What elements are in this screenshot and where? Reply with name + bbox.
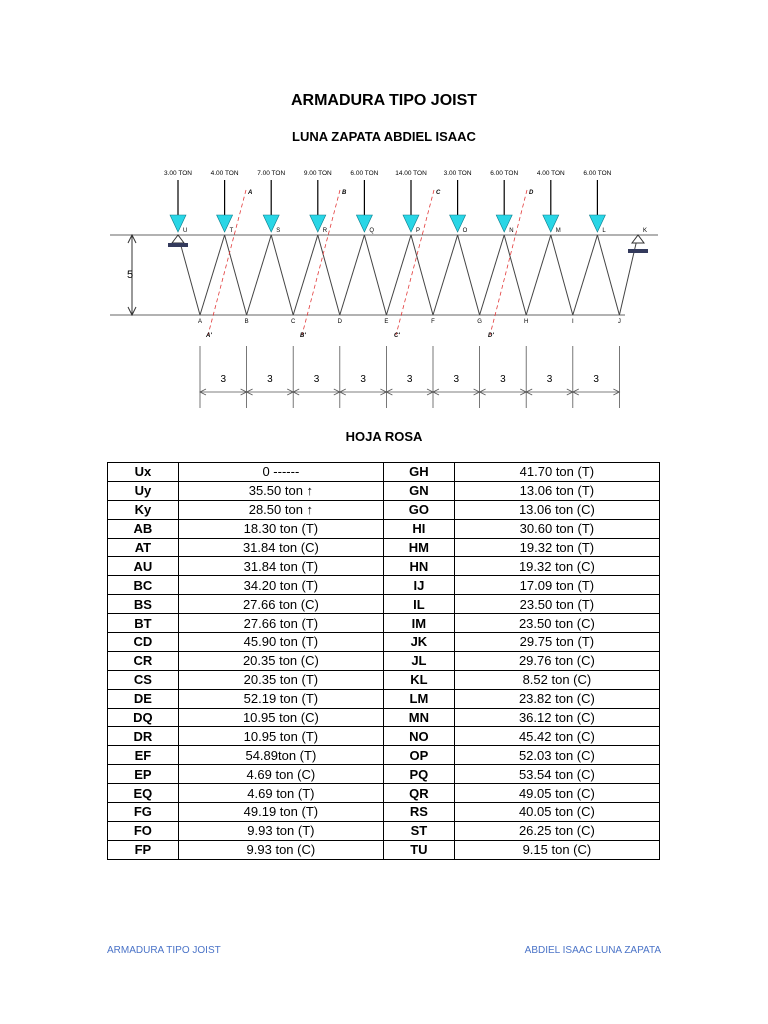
footer-right: ABDIEL ISAAC LUNA ZAPATA xyxy=(524,945,661,956)
support-base xyxy=(628,249,648,253)
member-name: AU xyxy=(108,557,179,576)
node-label: Q xyxy=(369,228,375,234)
node-label: H xyxy=(524,319,529,325)
member-name: HI xyxy=(384,519,455,538)
member-force: 34.20 ton (T) xyxy=(178,576,383,595)
table-row xyxy=(108,765,660,784)
table-row xyxy=(108,670,660,689)
web-member xyxy=(433,235,458,315)
table-row xyxy=(108,803,660,822)
member-force: 52.19 ton (T) xyxy=(178,689,383,708)
member-name: NO xyxy=(384,727,455,746)
member-force: 45.90 ton (T) xyxy=(178,633,383,652)
member-force: 52.03 ton (C) xyxy=(454,746,659,765)
web-member xyxy=(551,235,573,315)
section-cut-label: A' xyxy=(206,333,212,339)
table-row xyxy=(108,651,660,670)
section-cut-label: D' xyxy=(488,333,494,339)
member-force: 18.30 ton (T) xyxy=(178,519,383,538)
web-member xyxy=(364,235,386,315)
member-force: 40.05 ton (C) xyxy=(454,803,659,822)
node-label: L xyxy=(602,228,606,234)
load-label: 3.00 TON xyxy=(443,170,472,177)
table-row xyxy=(108,821,660,840)
table-row xyxy=(108,633,660,652)
page-subtitle: LUNA ZAPATA ABDIEL ISAAC xyxy=(292,129,476,144)
member-force: 13.06 ton (T) xyxy=(454,481,659,500)
member-force: 9.93 ton (T) xyxy=(178,821,383,840)
pin-support-icon xyxy=(172,235,184,243)
member-name: AB xyxy=(108,519,179,538)
member-force: 29.76 ton (C) xyxy=(454,651,659,670)
table-row xyxy=(108,595,660,614)
member-force: 29.75 ton (T) xyxy=(454,633,659,652)
member-force: 20.35 ton (C) xyxy=(178,651,383,670)
table-row xyxy=(108,614,660,633)
span-label: 3 xyxy=(593,374,599,385)
member-force: 36.12 ton (C) xyxy=(454,708,659,727)
table-row xyxy=(108,463,660,482)
member-name: Ky xyxy=(108,500,179,519)
member-name: JL xyxy=(384,651,455,670)
span-label: 3 xyxy=(453,374,460,385)
footer-left: ARMADURA TIPO JOIST xyxy=(107,945,221,956)
member-name: BC xyxy=(108,576,179,595)
table-row xyxy=(108,746,660,765)
member-name: HN xyxy=(384,557,455,576)
member-name: IM xyxy=(384,614,455,633)
section-cut-label: C' xyxy=(394,333,400,339)
member-force: 19.32 ton (C) xyxy=(454,557,659,576)
table-row xyxy=(108,784,660,803)
table-row xyxy=(108,519,660,538)
member-force: 13.06 ton (C) xyxy=(454,500,659,519)
member-force: 23.50 ton (C) xyxy=(454,614,659,633)
node-label: M xyxy=(555,228,561,234)
node-label: T xyxy=(229,228,234,234)
member-force: 17.09 ton (T) xyxy=(454,576,659,595)
member-force: 53.54 ton (C) xyxy=(454,765,659,784)
member-force: 9.93 ton (C) xyxy=(178,840,383,859)
section-cut-label: D xyxy=(529,190,534,196)
member-name: HM xyxy=(384,538,455,557)
section-cut-line xyxy=(396,190,434,335)
node-label: O xyxy=(462,228,468,234)
member-name: DQ xyxy=(108,708,179,727)
span-label: 3 xyxy=(313,374,320,385)
member-force: 4.69 ton (T) xyxy=(178,784,383,803)
load-label: 6.00 TON xyxy=(490,170,519,177)
node-label: A xyxy=(197,319,203,325)
web-member xyxy=(504,235,526,315)
member-name: GN xyxy=(384,481,455,500)
member-name: IL xyxy=(384,595,455,614)
member-force: 31.84 ton (T) xyxy=(178,557,383,576)
member-name: GO xyxy=(384,500,455,519)
table-row xyxy=(108,708,660,727)
member-force: 8.52 ton (C) xyxy=(454,670,659,689)
load-label: 6.00 TON xyxy=(350,170,379,177)
node-label: D xyxy=(337,319,342,325)
member-name: KL xyxy=(384,670,455,689)
member-name: QR xyxy=(384,784,455,803)
member-name: BT xyxy=(108,614,179,633)
web-member xyxy=(573,235,598,315)
member-name: EP xyxy=(108,765,179,784)
member-force: 27.66 ton (T) xyxy=(178,614,383,633)
member-force: 28.50 ton ↑ xyxy=(178,500,383,519)
span-label: 3 xyxy=(546,374,553,385)
member-force: 10.95 ton (T) xyxy=(178,727,383,746)
member-name: BS xyxy=(108,595,179,614)
load-label: 3.00 TON xyxy=(164,170,192,177)
node-label: U xyxy=(183,228,188,234)
member-force: 23.50 ton (T) xyxy=(454,595,659,614)
member-name: ST xyxy=(384,821,455,840)
member-force: 45.42 ton (C) xyxy=(454,727,659,746)
node-label: C xyxy=(291,319,296,325)
member-name: Ux xyxy=(108,463,179,482)
span-label: 3 xyxy=(406,374,413,385)
load-label: 4.00 TON xyxy=(210,170,239,177)
web-member xyxy=(619,235,638,315)
node-label: B xyxy=(244,319,249,325)
node-label: S xyxy=(276,228,281,234)
table-row xyxy=(108,576,660,595)
member-name: Uy xyxy=(108,481,179,500)
member-name: EQ xyxy=(108,784,179,803)
member-force: 27.66 ton (C) xyxy=(178,595,383,614)
roller-support-icon xyxy=(632,235,644,243)
member-force: 35.50 ton ↑ xyxy=(178,481,383,500)
web-member xyxy=(480,235,505,315)
member-force: 41.70 ton (T) xyxy=(454,463,659,482)
member-force: 9.15 ton (C) xyxy=(454,840,659,859)
span-label: 3 xyxy=(220,374,227,385)
member-force: 49.19 ton (T) xyxy=(178,803,383,822)
load-label: 4.00 TON xyxy=(536,170,565,177)
page-title: ARMADURA TIPO JOIST xyxy=(290,92,478,109)
node-label: F xyxy=(431,319,435,325)
member-name: CD xyxy=(108,633,179,652)
member-name: FO xyxy=(108,821,179,840)
member-name: OP xyxy=(384,746,455,765)
member-force: 31.84 ton (C) xyxy=(178,538,383,557)
member-name: LM xyxy=(384,689,455,708)
member-name: FG xyxy=(108,803,179,822)
member-name: CR xyxy=(108,651,179,670)
member-name: TU xyxy=(384,840,455,859)
member-force: 54.89ton (T) xyxy=(178,746,383,765)
member-name: CS xyxy=(108,670,179,689)
member-name: PQ xyxy=(384,765,455,784)
web-member xyxy=(597,235,619,315)
web-member xyxy=(200,235,225,315)
member-name: FP xyxy=(108,840,179,859)
member-forces-table xyxy=(107,462,660,860)
member-name: DE xyxy=(108,689,179,708)
member-name: EF xyxy=(108,746,179,765)
table-row xyxy=(108,500,660,519)
web-member xyxy=(318,235,340,315)
web-member xyxy=(271,235,293,315)
member-force: 19.32 ton (T) xyxy=(454,538,659,557)
table-row xyxy=(108,840,660,859)
section-title: HOJA ROSA xyxy=(345,429,423,444)
member-force: 23.82 ton (C) xyxy=(454,689,659,708)
table-row xyxy=(108,557,660,576)
web-member xyxy=(458,235,480,315)
span-label: 3 xyxy=(267,374,273,385)
section-cut-label: B xyxy=(342,190,347,196)
web-member xyxy=(225,235,247,315)
member-name: GH xyxy=(384,463,455,482)
table-row xyxy=(108,538,660,557)
web-member xyxy=(526,235,551,315)
section-cut-line xyxy=(208,190,246,335)
load-label: 14.00 TON xyxy=(395,170,427,177)
member-name: MN xyxy=(384,708,455,727)
node-label: E xyxy=(384,319,389,325)
member-force: 10.95 ton (C) xyxy=(178,708,383,727)
node-label: N xyxy=(509,228,514,234)
node-label: R xyxy=(322,228,328,234)
span-label: 3 xyxy=(500,374,506,385)
member-force: 30.60 ton (T) xyxy=(454,519,659,538)
truss-diagram xyxy=(110,160,660,410)
node-label: I xyxy=(571,319,574,325)
section-cut-label: B' xyxy=(300,333,306,339)
height-label: 5 xyxy=(126,269,134,281)
web-member xyxy=(386,235,411,315)
member-force: 26.25 ton (C) xyxy=(454,821,659,840)
section-cut-line xyxy=(302,190,340,335)
load-label: 9.00 TON xyxy=(303,170,332,177)
member-force: 0 ------ xyxy=(178,463,383,482)
table-row xyxy=(108,481,660,500)
member-name: IJ xyxy=(384,576,455,595)
load-label: 7.00 TON xyxy=(257,170,286,177)
web-member xyxy=(340,235,365,315)
span-label: 3 xyxy=(360,374,366,385)
node-label: K xyxy=(643,228,648,234)
section-cut-label: A xyxy=(248,190,253,196)
node-label: P xyxy=(416,228,421,234)
table-row xyxy=(108,689,660,708)
member-name: DR xyxy=(108,727,179,746)
web-member xyxy=(411,235,433,315)
web-member xyxy=(293,235,318,315)
support-base xyxy=(168,243,188,247)
member-name: JK xyxy=(384,633,455,652)
member-name: AT xyxy=(108,538,179,557)
member-force: 20.35 ton (T) xyxy=(178,670,383,689)
node-label: J xyxy=(617,319,621,325)
load-label: 6.00 TON xyxy=(583,170,612,177)
web-member xyxy=(247,235,272,315)
node-label: G xyxy=(477,319,482,325)
section-cut-label: C xyxy=(436,190,441,196)
table-row xyxy=(108,727,660,746)
member-force: 4.69 ton (C) xyxy=(178,765,383,784)
member-force: 49.05 ton (C) xyxy=(454,784,659,803)
member-name: RS xyxy=(384,803,455,822)
